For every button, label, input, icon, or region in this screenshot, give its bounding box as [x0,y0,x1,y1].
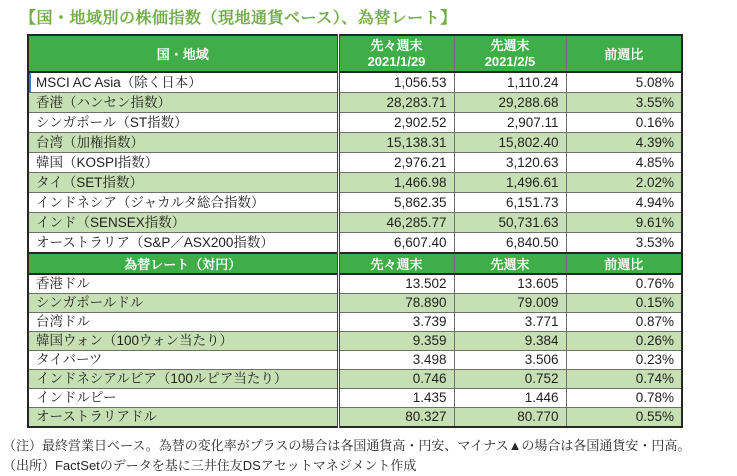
row-prev: 3,120.63 [454,153,566,173]
stock-header-prev2-label: 先々週末 [370,37,423,53]
table-row [28,294,682,313]
table-row [28,313,682,332]
stock-header-prev-date: 2021/2/5 [484,53,536,69]
row-label: 台湾（加権指数） [28,133,338,153]
row-wow: 0.74% [566,370,682,389]
row-label: オーストラリア（S&P／ASX200指数） [28,233,338,254]
row-prev2: 2,976.21 [338,153,454,173]
row-prev: 15,802.40 [454,133,566,153]
row-label: 韓国ウォン（100ウォン当たり） [28,332,338,351]
row-wow: 0.16% [566,113,682,133]
row-prev: 1,110.24 [454,72,566,93]
row-prev2: 80.327 [338,408,454,428]
row-wow: 5.08% [566,72,682,93]
row-prev: 13.605 [454,274,566,294]
table-row [28,233,682,254]
table-row [28,389,682,408]
row-prev2: 0.746 [338,370,454,389]
row-prev2: 46,285.77 [338,213,454,233]
row-wow: 0.78% [566,389,682,408]
row-label: シンガポールドル [28,294,338,313]
row-label: 韓国（KOSPI指数） [28,153,338,173]
stock-header-prev-label: 先週末 [490,37,530,53]
row-label: 台湾ドル [28,313,338,332]
row-prev2: 2,902.52 [338,113,454,133]
fx-header-prev2: 先々週末 [338,253,454,274]
table-row [28,113,682,133]
stock-section-header [28,35,682,72]
row-wow: 9.61% [566,213,682,233]
row-prev2: 6,607.40 [338,233,454,254]
row-prev2: 15,138.31 [338,133,454,153]
row-prev: 3.506 [454,351,566,370]
row-prev: 0.752 [454,370,566,389]
row-prev2: 9.359 [338,332,454,351]
row-prev: 50,731.63 [454,213,566,233]
table-row [28,213,682,233]
row-prev2: 3.498 [338,351,454,370]
row-prev: 79.009 [454,294,566,313]
fx-header-row [28,253,682,274]
table-row [28,274,682,294]
row-label: タイバーツ [28,351,338,370]
table-row [28,193,682,213]
row-prev: 80.770 [454,408,566,428]
stock-header-row [28,35,682,72]
row-prev2: 1.435 [338,389,454,408]
row-label: インド（SENSEX指数） [28,213,338,233]
row-prev2: 1,056.53 [338,72,454,93]
row-prev: 9.384 [454,332,566,351]
table-row [28,351,682,370]
note-basis: （注）最終営業日ベース。為替の変化率がプラスの場合は各国通貨高・円安、マイナス▲の場合は各国通貨安・円高。 [3,438,691,453]
row-label: 香港ドル [28,274,338,294]
row-prev: 6,151.73 [454,193,566,213]
fx-header-label: 為替レート（対円） [28,253,338,274]
footnotes [3,436,737,476]
row-label: タイ（SET指数） [28,173,338,193]
row-label: MSCI AC Asia（除く日本） [28,72,338,93]
row-prev: 6,840.50 [454,233,566,254]
row-prev: 29,288.68 [454,93,566,113]
stock-header-prev2-date: 2021/1/29 [367,53,426,69]
row-label: インドネシア（ジャカルタ総合指数） [28,193,338,213]
page-title: 【国・地域別の株価指数（現地通貨ベース）、為替レート】 [20,10,457,27]
row-wow: 3.55% [566,93,682,113]
table-row [28,332,682,351]
row-wow: 0.55% [566,408,682,428]
table-row [28,93,682,113]
row-label: インドネシアルピア（100ルピア当たり） [28,370,338,389]
row-prev2: 1,466.98 [338,173,454,193]
indices-and-fx-table [27,34,683,428]
stock-table-body [28,72,682,253]
row-wow: 4.85% [566,153,682,173]
table-row [28,133,682,153]
fx-header-wow: 前週比 [566,253,682,274]
note-source: （出所）FactSetのデータを基に三井住友DSアセットマネジメント作成 [3,458,417,473]
fx-section-header [28,253,682,274]
row-label: オーストラリアドル [28,408,338,428]
row-wow: 4.94% [566,193,682,213]
row-wow: 0.76% [566,274,682,294]
row-wow: 4.39% [566,133,682,153]
row-label: インドルピー [28,389,338,408]
table-row [28,370,682,389]
row-prev2: 28,283.71 [338,93,454,113]
stock-header-prev [454,35,566,72]
fx-header-prev: 先週末 [454,253,566,274]
row-wow: 3.53% [566,233,682,254]
row-prev: 2,907.11 [454,113,566,133]
table-row [28,173,682,193]
row-prev: 1,496.61 [454,173,566,193]
row-wow: 0.26% [566,332,682,351]
row-prev2: 78.890 [338,294,454,313]
row-wow: 0.23% [566,351,682,370]
row-wow: 0.15% [566,294,682,313]
row-label: シンガポール（ST指数） [28,113,338,133]
row-prev2: 5,862.35 [338,193,454,213]
row-prev2: 13.502 [338,274,454,294]
table-row [28,153,682,173]
row-prev2: 3.739 [338,313,454,332]
row-label: 香港（ハンセン指数） [28,93,338,113]
stock-header-region: 国・地域 [28,35,338,72]
table-row [28,408,682,428]
fx-table-body [28,274,682,427]
row-prev: 1.446 [454,389,566,408]
stock-header-prev2 [338,35,454,72]
table-row [28,72,682,93]
row-wow: 2.02% [566,173,682,193]
row-prev: 3.771 [454,313,566,332]
stock-header-wow: 前週比 [566,35,682,72]
row-wow: 0.87% [566,313,682,332]
